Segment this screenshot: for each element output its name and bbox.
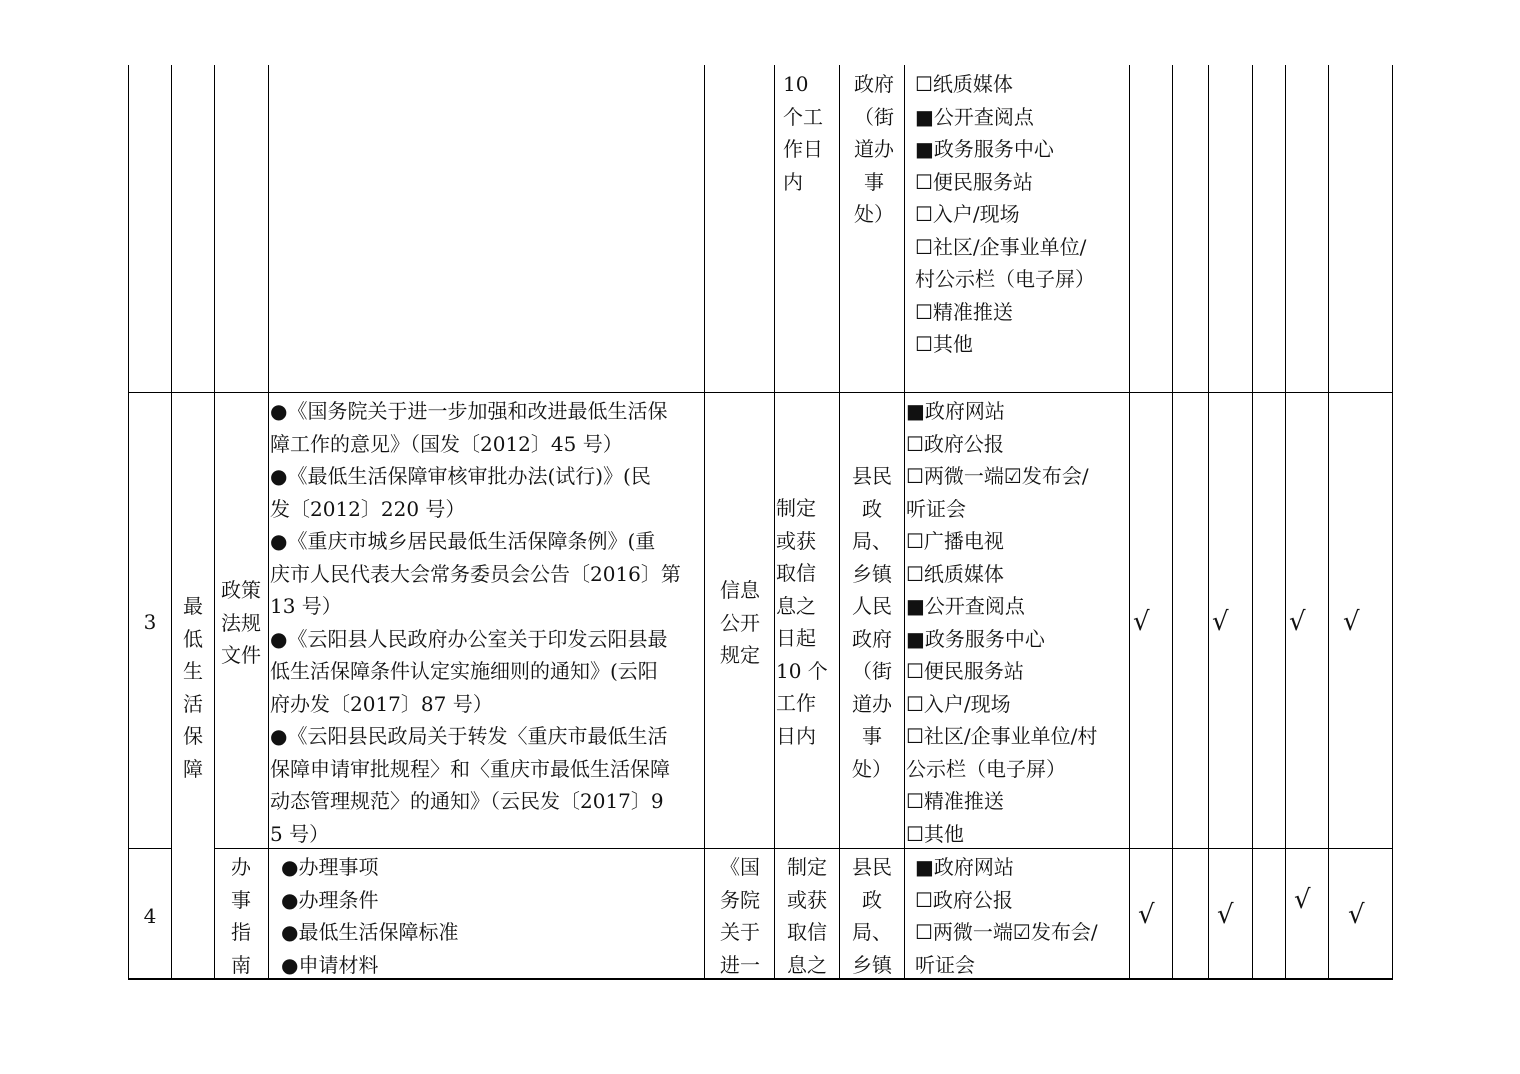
grid-line	[839, 65, 840, 979]
grid-line	[1129, 65, 1130, 979]
grid-line	[268, 65, 269, 979]
check-mark: √	[1212, 607, 1229, 637]
grid-line	[704, 65, 705, 979]
subject-cell: 政府 （街 道办 事 处）	[854, 72, 894, 226]
deadline-cell: 10 个工 作日 内	[783, 72, 823, 194]
channels-cell: ☐纸质媒体 ■公开查阅点 ■政务服务中心 ☐便民服务站 ☐入户/现场 ☐社区/企事业单位/ 村公示栏（电子屏） ☐精准推送 ☐其他	[915, 72, 1095, 356]
grid-line	[214, 65, 215, 979]
basis-cell: 《国 务院 关于 进一	[720, 855, 760, 977]
grid-line	[904, 65, 905, 979]
content-cell: ●《国务院关于进一步加强和改进最低生活保 障工作的意见》（国发〔2012〕45 号） ●《最低生活保障审核审批办法(试行)》(民 发〔2012〕220 号） ●《重庆市城乡居民最低生活保障条例》(重 庆市人民代表大会常务委员会公告〔2016〕第 13 号） ●《云阳县人民政府办公室关于印发云阳县最 低生活保障条件认定实施细则的通知》(云阳 府办发〔2017〕87 号） ●《云阳县民政局关于转发〈重庆市最低生活 保障申请审批规程〉和〈重庆市最低生活保障 动态管理规范〉的通知》（云民发〔2017〕9 5 号）	[270, 399, 681, 846]
row-number: 4	[143, 904, 157, 928]
grid-line	[1172, 65, 1173, 979]
deadline-cell: 制定 或获 取信 息之	[787, 855, 827, 977]
check-mark: √	[1343, 607, 1360, 637]
subject-cell: 县民 政 局、 乡镇	[852, 855, 892, 977]
row-number: 3	[143, 610, 157, 634]
basis-cell: 信息 公开 规定	[720, 578, 760, 667]
subject-cell: 县民 政 局、 乡镇 人民 政府 （街 道办 事 处）	[852, 464, 892, 781]
grid-line	[128, 848, 172, 849]
grid-line	[1285, 65, 1286, 979]
grid-line	[774, 65, 775, 979]
check-mark: √	[1217, 900, 1234, 930]
check-mark: √	[1294, 885, 1311, 915]
grid-line	[171, 65, 172, 979]
deadline-cell: 制定 或获 取信 息之 日起 10 个 工作 日内	[776, 496, 828, 748]
check-mark: √	[1138, 900, 1155, 930]
channels-cell: ■政府网站 ☐政府公报 ☐两微一端☑发布会/ 听证会	[915, 855, 1098, 977]
item-name: 最 低 生 活 保 障	[183, 594, 203, 781]
sub-item-name: 办 事 指 南	[231, 855, 251, 977]
grid-line	[1208, 65, 1209, 979]
grid-line	[1392, 65, 1393, 979]
check-mark: √	[1348, 900, 1365, 930]
check-mark: √	[1133, 607, 1150, 637]
grid-line	[128, 65, 129, 979]
sub-item-name: 政策 法规 文件	[221, 578, 261, 667]
content-cell: ●办理事项 ●办理条件 ●最低生活保障标准 ●申请材料	[281, 855, 459, 977]
grid-line	[128, 392, 1393, 393]
grid-line	[1252, 65, 1253, 979]
grid-line	[1328, 65, 1329, 979]
check-mark: √	[1289, 607, 1306, 637]
channels-cell: ■政府网站 ☐政府公报 ☐两微一端☑发布会/ 听证会 ☐广播电视 ☐纸质媒体 ■公开查阅点 ■政务服务中心 ☐便民服务站 ☐入户/现场 ☐社区/企事业单位/村 公示栏（电子屏） ☐精准推送 ☐其他	[906, 399, 1098, 846]
